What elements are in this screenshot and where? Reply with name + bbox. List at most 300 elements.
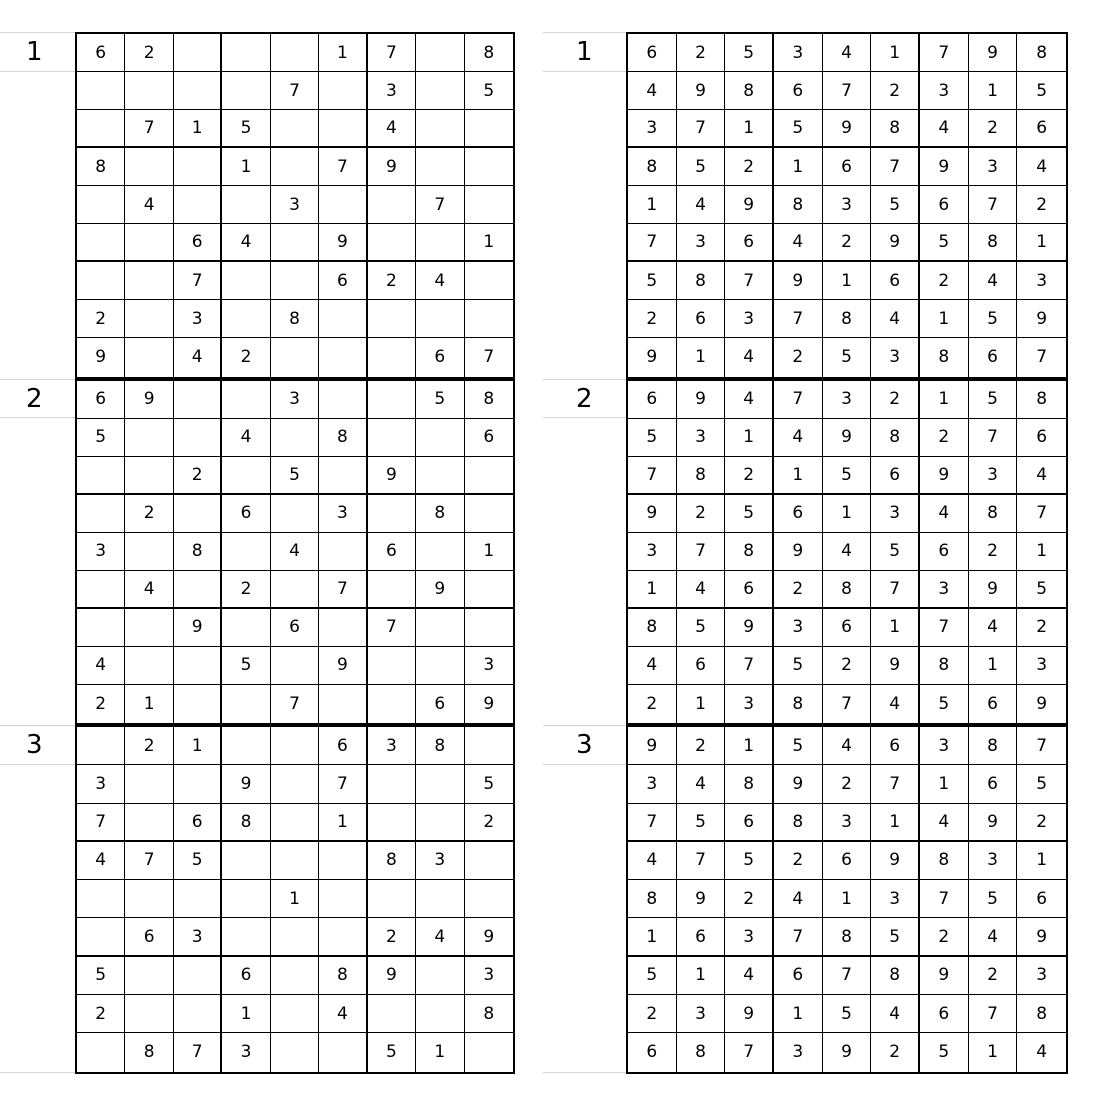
empty-cell[interactable] (77, 1033, 125, 1071)
empty-cell[interactable] (174, 148, 222, 186)
digit-cell: 1 (969, 72, 1018, 110)
empty-cell[interactable] (222, 381, 270, 419)
empty-cell[interactable] (271, 918, 319, 956)
digit-cell: 1 (920, 765, 969, 803)
empty-cell[interactable] (465, 457, 513, 495)
empty-cell[interactable] (368, 381, 416, 419)
digit-cell: 5 (1017, 72, 1066, 110)
digit-cell: 8 (725, 765, 774, 803)
empty-cell[interactable] (222, 842, 270, 880)
empty-cell[interactable] (125, 880, 173, 918)
empty-cell[interactable] (465, 1033, 513, 1071)
empty-cell[interactable] (465, 495, 513, 533)
empty-cell[interactable] (271, 262, 319, 300)
digit-cell: 2 (677, 727, 726, 765)
digit-cell: 3 (368, 72, 416, 110)
digit-cell: 8 (319, 957, 367, 995)
digit-cell: 2 (125, 495, 173, 533)
digit-cell: 4 (871, 995, 920, 1033)
digit-cell: 3 (920, 571, 969, 609)
empty-cell[interactable] (222, 727, 270, 765)
digit-cell: 5 (969, 300, 1018, 338)
digit-cell: 3 (774, 1033, 823, 1071)
digit-cell: 5 (368, 1033, 416, 1071)
digit-cell: 6 (628, 381, 677, 419)
empty-cell[interactable] (271, 419, 319, 457)
digit-cell: 5 (725, 495, 774, 533)
digit-cell: 8 (920, 842, 969, 880)
empty-cell[interactable] (271, 148, 319, 186)
digit-cell: 6 (465, 419, 513, 457)
digit-cell: 1 (920, 300, 969, 338)
digit-cell: 6 (416, 338, 464, 376)
digit-cell: 9 (725, 186, 774, 224)
empty-cell[interactable] (416, 765, 464, 803)
empty-cell[interactable] (271, 110, 319, 148)
digit-cell: 1 (319, 34, 367, 72)
empty-cell[interactable] (125, 300, 173, 338)
digit-cell: 5 (677, 804, 726, 842)
empty-cell[interactable] (77, 72, 125, 110)
digit-cell: 5 (920, 685, 969, 723)
digit-cell: 2 (125, 34, 173, 72)
empty-cell[interactable] (368, 880, 416, 918)
empty-cell[interactable] (319, 300, 367, 338)
digit-cell: 9 (823, 110, 872, 148)
digit-cell: 3 (920, 72, 969, 110)
digit-cell: 2 (823, 224, 872, 262)
empty-cell[interactable] (319, 1033, 367, 1071)
empty-cell[interactable] (416, 880, 464, 918)
empty-cell[interactable] (271, 1033, 319, 1071)
digit-cell: 5 (823, 338, 872, 376)
digit-cell: 9 (920, 957, 969, 995)
empty-cell[interactable] (368, 419, 416, 457)
empty-cell[interactable] (271, 224, 319, 262)
digit-cell: 6 (222, 957, 270, 995)
digit-cell: 5 (465, 765, 513, 803)
empty-cell[interactable] (319, 338, 367, 376)
digit-cell: 9 (174, 609, 222, 647)
empty-cell[interactable] (222, 457, 270, 495)
digit-cell: 3 (174, 918, 222, 956)
empty-cell[interactable] (319, 72, 367, 110)
digit-cell: 4 (222, 419, 270, 457)
empty-cell[interactable] (174, 685, 222, 723)
empty-cell[interactable] (368, 571, 416, 609)
empty-cell[interactable] (319, 110, 367, 148)
sudoku-grid (75, 725, 515, 1074)
empty-cell[interactable] (271, 765, 319, 803)
empty-cell[interactable] (77, 918, 125, 956)
digit-cell: 8 (628, 609, 677, 647)
empty-cell[interactable] (174, 880, 222, 918)
digit-cell: 2 (1017, 609, 1066, 647)
empty-cell[interactable] (77, 495, 125, 533)
empty-cell[interactable] (125, 72, 173, 110)
digit-cell: 6 (77, 381, 125, 419)
digit-cell: 1 (725, 419, 774, 457)
digit-cell: 7 (677, 842, 726, 880)
digit-cell: 1 (222, 148, 270, 186)
digit-cell: 4 (774, 419, 823, 457)
digit-cell: 1 (871, 34, 920, 72)
digit-cell: 1 (774, 148, 823, 186)
digit-cell: 1 (823, 880, 872, 918)
sudoku-grid (626, 32, 1068, 379)
empty-cell[interactable] (465, 842, 513, 880)
empty-cell[interactable] (125, 262, 173, 300)
digit-cell: 5 (174, 842, 222, 880)
digit-cell: 9 (319, 647, 367, 685)
empty-cell[interactable] (319, 918, 367, 956)
digit-cell: 5 (222, 110, 270, 148)
digit-cell: 9 (774, 533, 823, 571)
digit-cell: 3 (368, 727, 416, 765)
digit-cell: 7 (416, 186, 464, 224)
digit-cell: 3 (871, 495, 920, 533)
empty-cell[interactable] (416, 995, 464, 1033)
digit-cell: 1 (319, 804, 367, 842)
digit-cell: 5 (823, 457, 872, 495)
digit-cell: 2 (677, 34, 726, 72)
digit-cell: 4 (271, 533, 319, 571)
empty-cell[interactable] (77, 609, 125, 647)
empty-cell[interactable] (125, 609, 173, 647)
empty-cell[interactable] (77, 457, 125, 495)
digit-cell: 3 (920, 727, 969, 765)
empty-cell[interactable] (319, 842, 367, 880)
empty-cell[interactable] (368, 338, 416, 376)
empty-cell[interactable] (465, 148, 513, 186)
empty-cell[interactable] (416, 533, 464, 571)
digit-cell: 2 (125, 727, 173, 765)
empty-cell[interactable] (174, 957, 222, 995)
empty-cell[interactable] (271, 571, 319, 609)
empty-cell[interactable] (416, 34, 464, 72)
digit-cell: 4 (871, 300, 920, 338)
digit-cell: 5 (77, 419, 125, 457)
digit-cell: 6 (1017, 419, 1066, 457)
empty-cell[interactable] (368, 995, 416, 1033)
digit-cell: 4 (725, 338, 774, 376)
empty-cell[interactable] (368, 186, 416, 224)
empty-cell[interactable] (271, 647, 319, 685)
empty-cell[interactable] (125, 765, 173, 803)
empty-cell[interactable] (125, 148, 173, 186)
digit-cell: 4 (725, 381, 774, 419)
digit-cell: 1 (416, 1033, 464, 1071)
digit-cell: 5 (677, 148, 726, 186)
digit-cell: 4 (920, 495, 969, 533)
empty-cell[interactable] (174, 419, 222, 457)
digit-cell: 7 (920, 880, 969, 918)
empty-cell[interactable] (319, 457, 367, 495)
digit-cell: 9 (1017, 918, 1066, 956)
empty-cell[interactable] (174, 765, 222, 803)
digit-cell: 5 (871, 533, 920, 571)
digit-cell: 6 (628, 34, 677, 72)
empty-cell[interactable] (319, 685, 367, 723)
empty-cell[interactable] (271, 842, 319, 880)
digit-cell: 6 (677, 300, 726, 338)
digit-cell: 4 (319, 995, 367, 1033)
digit-cell: 1 (465, 224, 513, 262)
digit-cell: 9 (319, 224, 367, 262)
empty-cell[interactable] (222, 609, 270, 647)
digit-cell: 1 (1017, 533, 1066, 571)
digit-cell: 3 (677, 419, 726, 457)
digit-cell: 6 (77, 34, 125, 72)
empty-cell[interactable] (125, 224, 173, 262)
empty-cell[interactable] (465, 609, 513, 647)
digit-cell: 7 (920, 34, 969, 72)
digit-cell: 4 (774, 880, 823, 918)
digit-cell: 6 (319, 727, 367, 765)
digit-cell: 8 (628, 880, 677, 918)
digit-cell: 7 (271, 685, 319, 723)
digit-cell: 9 (483, 693, 495, 714)
empty-cell[interactable] (174, 495, 222, 533)
empty-cell[interactable] (222, 300, 270, 338)
empty-cell[interactable] (77, 186, 125, 224)
digit-cell: 4 (77, 842, 125, 880)
digit-cell: 1 (628, 918, 677, 956)
empty-cell[interactable] (174, 381, 222, 419)
empty-cell[interactable] (174, 34, 222, 72)
digit-cell: 2 (368, 262, 416, 300)
digit-cell: 1 (823, 262, 872, 300)
digit-cell: 8 (628, 148, 677, 186)
digit-cell: 5 (416, 381, 464, 419)
empty-cell[interactable] (125, 533, 173, 571)
digit-cell: 8 (871, 957, 920, 995)
empty-cell[interactable] (77, 262, 125, 300)
empty-cell[interactable] (368, 647, 416, 685)
empty-cell[interactable] (222, 918, 270, 956)
empty-cell[interactable] (416, 419, 464, 457)
digit-cell: 1 (125, 685, 173, 723)
digit-cell: 6 (222, 495, 270, 533)
digit-cell: 9 (677, 880, 726, 918)
digit-cell: 9 (969, 34, 1018, 72)
digit-cell: 1 (725, 110, 774, 148)
digit-cell: 1 (969, 1033, 1018, 1071)
digit-cell: 8 (1017, 381, 1066, 419)
digit-cell: 3 (1017, 957, 1066, 995)
empty-cell[interactable] (368, 224, 416, 262)
digit-cell: 3 (969, 842, 1018, 880)
empty-cell[interactable] (77, 224, 125, 262)
empty-cell[interactable] (77, 571, 125, 609)
empty-cell[interactable] (319, 186, 367, 224)
digit-cell: 5 (77, 957, 125, 995)
digit-cell: 9 (677, 72, 726, 110)
empty-cell[interactable] (271, 727, 319, 765)
digit-cell: 2 (774, 338, 823, 376)
empty-cell[interactable] (271, 804, 319, 842)
digit-cell: 1 (677, 957, 726, 995)
empty-cell[interactable] (125, 338, 173, 376)
empty-cell[interactable] (271, 34, 319, 72)
empty-cell[interactable] (77, 880, 125, 918)
digit-cell: 2 (222, 338, 270, 376)
empty-cell[interactable] (368, 765, 416, 803)
empty-cell[interactable] (368, 495, 416, 533)
digit-cell: 2 (465, 804, 513, 842)
empty-cell[interactable] (125, 457, 173, 495)
digit-cell: 9 (871, 647, 920, 685)
digit-cell: 8 (725, 533, 774, 571)
digit-cell: 4 (368, 110, 416, 148)
empty-cell[interactable] (319, 880, 367, 918)
digit-cell: 7 (871, 148, 920, 186)
digit-cell: 5 (871, 186, 920, 224)
digit-cell: 8 (871, 110, 920, 148)
empty-cell[interactable] (416, 72, 464, 110)
digit-cell: 6 (774, 72, 823, 110)
empty-cell[interactable] (222, 880, 270, 918)
digit-cell: 7 (1017, 495, 1066, 533)
empty-cell[interactable] (125, 419, 173, 457)
digit-cell: 8 (725, 72, 774, 110)
empty-cell[interactable] (271, 957, 319, 995)
digit-cell: 8 (774, 685, 823, 723)
empty-cell[interactable] (174, 72, 222, 110)
empty-cell[interactable] (174, 186, 222, 224)
digit-cell: 3 (319, 495, 367, 533)
empty-cell[interactable] (271, 495, 319, 533)
digit-cell: 3 (823, 804, 872, 842)
empty-cell[interactable] (271, 995, 319, 1033)
digit-cell: 8 (920, 338, 969, 376)
digit-cell: 8 (77, 148, 125, 186)
digit-cell: 9 (1017, 300, 1066, 338)
digit-cell: 1 (823, 495, 872, 533)
empty-cell[interactable] (368, 300, 416, 338)
empty-cell[interactable] (416, 224, 464, 262)
digit-cell: 7 (969, 995, 1018, 1033)
empty-cell[interactable] (416, 647, 464, 685)
empty-cell[interactable] (416, 957, 464, 995)
digit-cell: 2 (969, 957, 1018, 995)
digit-cell: 7 (969, 186, 1018, 224)
digit-cell: 7 (125, 110, 173, 148)
digit-cell: 2 (920, 419, 969, 457)
digit-cell: 9 (628, 727, 677, 765)
digit-cell: 3 (677, 224, 726, 262)
digit-cell: 7 (628, 804, 677, 842)
empty-cell[interactable] (416, 609, 464, 647)
digit-cell: 3 (677, 995, 726, 1033)
empty-cell[interactable] (222, 186, 270, 224)
digit-cell: 2 (920, 918, 969, 956)
empty-cell[interactable] (222, 262, 270, 300)
digit-cell: 5 (628, 957, 677, 995)
digit-cell: 2 (628, 685, 677, 723)
digit-cell: 5 (1017, 571, 1066, 609)
digit-cell: 4 (725, 957, 774, 995)
empty-cell[interactable] (174, 571, 222, 609)
digit-cell: 3 (725, 918, 774, 956)
empty-cell[interactable] (271, 338, 319, 376)
digit-cell: 1 (1017, 224, 1066, 262)
empty-cell[interactable] (77, 110, 125, 148)
digit-cell: 3 (774, 34, 823, 72)
empty-cell[interactable] (368, 685, 416, 723)
digit-cell: 9 (222, 765, 270, 803)
digit-cell: 5 (823, 995, 872, 1033)
empty-cell[interactable] (465, 110, 513, 148)
empty-cell[interactable] (465, 300, 513, 338)
digit-cell: 3 (969, 148, 1018, 186)
digit-cell: 8 (677, 1033, 726, 1071)
digit-cell: 7 (319, 571, 367, 609)
digit-cell: 4 (628, 72, 677, 110)
digit-cell: 7 (871, 765, 920, 803)
digit-cell: 9 (774, 262, 823, 300)
digit-cell: 2 (920, 262, 969, 300)
empty-cell[interactable] (222, 34, 270, 72)
empty-cell[interactable] (319, 533, 367, 571)
empty-cell[interactable] (465, 727, 513, 765)
empty-cell[interactable] (125, 995, 173, 1033)
digit-cell: 6 (774, 957, 823, 995)
empty-cell[interactable] (125, 957, 173, 995)
digit-cell: 2 (628, 995, 677, 1033)
empty-cell[interactable] (416, 457, 464, 495)
digit-cell: 5 (774, 727, 823, 765)
empty-cell[interactable] (416, 804, 464, 842)
digit-cell: 7 (725, 647, 774, 685)
empty-cell[interactable] (465, 262, 513, 300)
digit-cell: 2 (774, 842, 823, 880)
empty-cell[interactable] (416, 300, 464, 338)
digit-cell: 6 (969, 685, 1018, 723)
digit-cell: 2 (677, 495, 726, 533)
digit-cell: 6 (725, 804, 774, 842)
empty-cell[interactable] (319, 609, 367, 647)
empty-cell[interactable] (222, 72, 270, 110)
digit-cell: 5 (920, 1033, 969, 1071)
digit-cell: 2 (774, 571, 823, 609)
empty-cell[interactable] (368, 804, 416, 842)
digit-cell: 3 (222, 1033, 270, 1071)
empty-cell[interactable] (222, 685, 270, 723)
digit-cell: 4 (920, 804, 969, 842)
empty-cell[interactable] (319, 381, 367, 419)
empty-cell[interactable] (125, 804, 173, 842)
empty-cell[interactable] (174, 995, 222, 1033)
empty-cell[interactable] (174, 647, 222, 685)
empty-cell[interactable] (416, 110, 464, 148)
digit-cell: 8 (368, 842, 416, 880)
empty-cell[interactable] (465, 880, 513, 918)
empty-cell[interactable] (465, 186, 513, 224)
digit-cell: 8 (774, 804, 823, 842)
digit-cell: 4 (969, 262, 1018, 300)
digit-cell: 7 (871, 571, 920, 609)
digit-cell: 5 (920, 224, 969, 262)
empty-cell[interactable] (77, 727, 125, 765)
digit-cell: 9 (465, 918, 513, 956)
empty-cell[interactable] (125, 647, 173, 685)
empty-cell[interactable] (416, 148, 464, 186)
puzzle-number-label: 1 (26, 37, 43, 67)
empty-cell[interactable] (222, 533, 270, 571)
empty-cell[interactable] (465, 571, 513, 609)
digit-cell: 6 (368, 533, 416, 571)
